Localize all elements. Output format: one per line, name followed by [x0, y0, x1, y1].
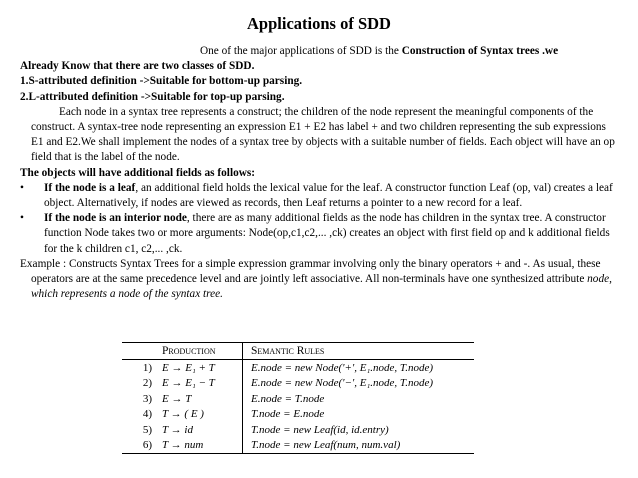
header-num-cell [122, 343, 158, 360]
table-row [122, 376, 474, 392]
bullet-leaf-bold: If the node is a leaf [44, 181, 136, 194]
row-number: 4) [142, 408, 152, 421]
objects-fields-line: The objects will have additional fields as follows: [20, 166, 256, 179]
document-body [20, 44, 620, 302]
intro-text: One of the major applications of SDD is the [200, 45, 402, 57]
intro-line [20, 44, 620, 59]
row-semantic-rule: T.node = new Leaf(num, num.val) [243, 438, 475, 454]
bullet-leaf-body: , an additional field holds the lexical value for the leaf. A constructor function Leaf (op, val) creates a leaf object. Alternatively, if nodes are viewed as records, then Leaf returns a pointer to a new record for a leaf. [44, 181, 613, 210]
row-semantic-rule: E.node = T.node [251, 392, 325, 405]
bullet-interior-bold: If the node is an interior node [44, 212, 187, 225]
bullet-interior-text [44, 211, 620, 257]
table-row [122, 422, 474, 438]
example-italic: node, which represents a node of the syntax tree. [31, 273, 612, 301]
row-number: 2) [142, 377, 152, 390]
known-classes-line: Already Know that there are two classes of SDD. [20, 60, 255, 73]
row-semantic-rule: T.node = new Leaf(id, id.entry) [251, 423, 389, 436]
page-title: Applications of SDD [247, 14, 391, 33]
example-paragraph [20, 257, 620, 303]
row-number: 6) [122, 438, 158, 454]
row-semantic-rule: E.node = new Node('−', E₁.node, T.node) [251, 377, 434, 390]
header-semantic-rules: Semantic Rules [243, 343, 475, 360]
bullet-interior-body: , there are as many additional fields as the node has children in the syntax tree. A constructor function Node takes two or more arguments: Node(op,c1,c2,... ,ck) creates an object with first field op and k additional fields for the k children c1, c2,... ,ck. [44, 212, 610, 255]
row-semantic-rule: E.node = new Node('+', E₁.node, T.node) [251, 361, 434, 374]
table-row [122, 391, 474, 407]
bullet-leaf [20, 181, 620, 211]
row-number: 3) [142, 392, 152, 405]
table-row [122, 407, 474, 423]
bullet-leaf-text [44, 181, 620, 211]
intro-bold: Construction of Syntax trees .we [401, 45, 559, 57]
row-production: T → id [158, 422, 243, 438]
row-production: T → num [158, 438, 243, 454]
bullet-mark: • [20, 212, 24, 225]
class-l-attributed: 2.L-attributed definition ->Suitable for top-up parsing. [20, 90, 285, 103]
sdd-table [122, 342, 474, 454]
table-row [122, 360, 474, 376]
row-number: 1) [142, 361, 152, 374]
row-semantic-rule: T.node = E.node [251, 408, 325, 421]
row-number: 5) [142, 423, 152, 436]
table-row [122, 438, 474, 454]
bullet-mark: • [20, 181, 24, 194]
bullet-interior [20, 211, 620, 257]
row-production: T → ( E ) [158, 407, 243, 423]
row-production: E → E₁ − T [158, 376, 243, 392]
class-s-attributed: 1.S-attributed definition ->Suitable for bottom-up parsing. [20, 75, 303, 88]
example-text: Example : Constructs Syntax Trees for a simple expression grammar involving only the binary operators + and -. As usual, these operators are at the same precedence level and are jointly left associative. All non-terminals have one synthesized attribute [20, 257, 601, 286]
syntax-tree-paragraph: Each node in a syntax tree represents a construct; the children of the node represent the meaningful components of the construct. A syntax-tree node representing an expression E1 + E2 has label + and two children representing the sub expressions E1 and E2.We shall implement the nodes of a syntax tree by objects with a suitable number of fields. Each object will have an op field that is the label of the node. [31, 105, 615, 164]
table-header-row [122, 343, 474, 360]
row-production: E → E₁ + T [158, 360, 243, 376]
row-production: E → T [158, 391, 243, 407]
header-production: Production [158, 343, 243, 360]
